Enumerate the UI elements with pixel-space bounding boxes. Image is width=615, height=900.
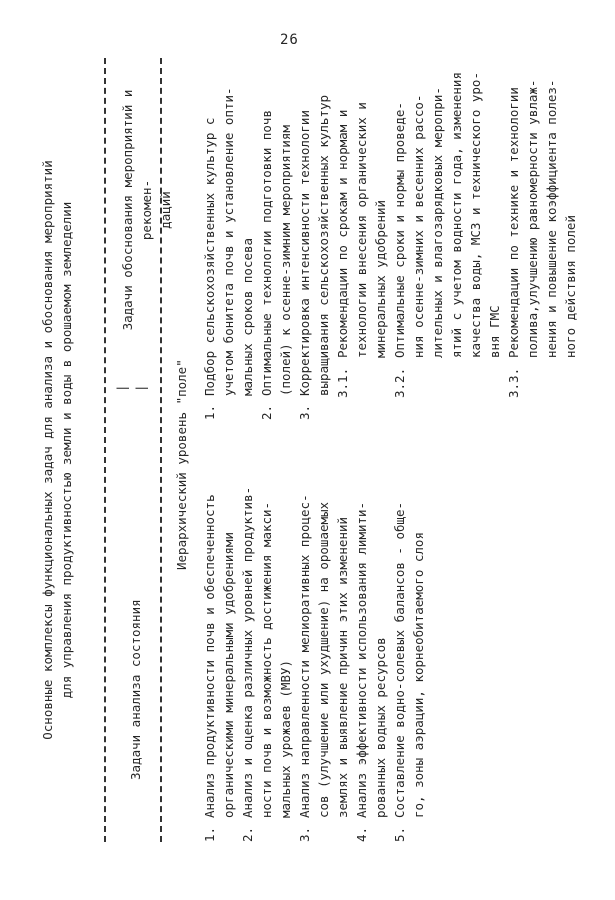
right-item-3-1 <box>333 40 390 398</box>
header-right-line-1: Задачи обоснования мероприятий и рекомен- <box>120 89 154 331</box>
right-item-number: 3.1. <box>335 367 350 398</box>
left-item-line: землях и выявление причин этих изменений <box>335 516 350 818</box>
rotated-table-page <box>20 30 580 870</box>
page-number: 26 <box>280 32 299 48</box>
left-item-line: органическими минеральными удобрениями <box>221 532 236 818</box>
left-item-number: 5. <box>392 826 407 842</box>
right-item-number: 3.3. <box>506 367 521 398</box>
right-item-line: (полей) к осенне-зимним мероприятиям <box>278 125 293 396</box>
left-item-line: ности почв и возможность достижения макси- <box>259 501 274 818</box>
right-item-number: 1. <box>202 404 217 420</box>
right-item-line: мальных сроков посева <box>240 237 255 396</box>
right-item-line: вня ГМС <box>487 305 502 358</box>
left-item-line: рованных водных ресурсов <box>373 637 388 818</box>
left-item-number: 3. <box>297 826 312 842</box>
right-item-line: Оптимальные технологии подготовки почв <box>259 110 274 396</box>
right-item-line: учетом бонитета почв и установление опти- <box>221 87 236 396</box>
table-top-rule <box>104 58 106 842</box>
right-item-line: Рекомендации по технике и технологии <box>506 87 521 358</box>
left-item-line: сов (улучшение или ухудшение) на орошаемых <box>316 501 331 818</box>
right-item-3-2 <box>390 40 504 398</box>
left-item-3 <box>295 392 352 842</box>
header-separator: | | <box>114 384 148 392</box>
right-item-line: Рекомендации по срокам и нормам и <box>335 109 350 358</box>
right-item-line: Подбор сельскохозяйственных культур с <box>202 117 217 396</box>
left-item-5 <box>390 392 428 842</box>
header-right-cell <box>118 60 175 360</box>
right-item-line: лительных и влагозарядковых меропри- <box>430 87 445 358</box>
right-item-2 <box>257 40 295 420</box>
right-item-line: ятий с учетом водности года, изменения <box>449 72 464 358</box>
left-item-line: мальных урожаев (МВУ) <box>278 659 293 818</box>
left-item-line: Составление водно-солевых балансов - обще- <box>392 501 407 818</box>
left-item-2 <box>238 392 295 842</box>
title-line-1: Основные комплексы функциональных задач для анализа и обоснования мероприятий <box>40 160 55 740</box>
measures-justification-column <box>200 40 580 420</box>
left-item-number: 2. <box>240 826 255 842</box>
left-item-1 <box>200 392 238 842</box>
right-item-line: ния осенне-зимних и весенних рассо- <box>411 94 426 358</box>
left-item-number: 1. <box>202 826 217 842</box>
right-item-number: 3. <box>297 404 312 420</box>
right-item-line: полива,улучшению равномерности увлаж- <box>525 79 540 358</box>
state-analysis-column <box>200 392 428 842</box>
header-right-line-2: даций <box>158 191 173 229</box>
right-item-3-3 <box>504 40 580 398</box>
title-line-2: для управления продуктивностью земли и воды в орошаемом земледелии <box>59 201 74 699</box>
right-item-line: минеральных удобрений <box>373 199 388 358</box>
header-left-cell: Задачи анализа состояния <box>128 599 143 780</box>
right-item-line: технологии внесения органических и <box>354 102 369 358</box>
right-item-line: Корректировка интенсивности технологии <box>297 110 312 396</box>
left-item-line: Анализ направленности мелиоративных процес- <box>297 494 312 818</box>
left-item-line: Анализ эффективности использования лимити- <box>354 501 369 818</box>
table-title <box>38 90 76 810</box>
right-item-line: ного действия полей <box>563 215 578 358</box>
right-item-line: нения и повышение коэффициента полез- <box>544 79 559 358</box>
left-item-number: 4. <box>354 826 369 842</box>
left-item-4 <box>352 392 390 842</box>
right-item-3 <box>295 40 333 420</box>
right-item-line: Оптимальные сроки и нормы проведе- <box>392 102 407 358</box>
left-item-line: Анализ и оценка различных уровней продуктив- <box>240 486 255 818</box>
right-item-line: качества воды, МСЗ и технического уро- <box>468 72 483 358</box>
left-item-line: го, зоны аэрации, корнеобитаемого слоя <box>411 532 426 818</box>
right-item-number: 2. <box>259 404 274 420</box>
left-item-line: Анализ продуктивности почв и обеспеченность <box>202 494 217 818</box>
right-item-number: 3.2. <box>392 367 407 398</box>
hierarchy-level-heading: Иерархический уровень "поле" <box>174 359 189 570</box>
header-bottom-rule <box>160 58 162 842</box>
right-item-line: выращивания сельскохозяйственных культур <box>316 94 331 396</box>
right-item-1 <box>200 40 257 420</box>
